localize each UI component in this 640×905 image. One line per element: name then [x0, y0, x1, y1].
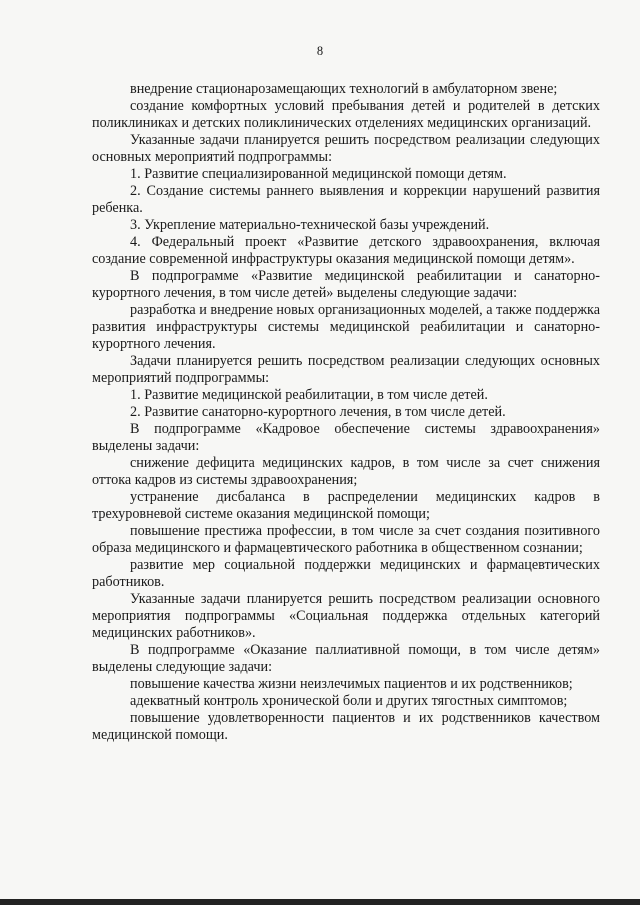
- paragraph: 2. Создание системы раннего выявления и коррекции нарушений развития ребенка.: [92, 183, 600, 216]
- paragraph: снижение дефицита медицинских кадров, в том числе за счет снижения оттока кадров из системы здравоохранения;: [92, 455, 600, 488]
- paragraph: Указанные задачи планируется решить посредством реализации основного мероприятия подпрограммы «Социальная поддержка отдельных категорий медицинских работников».: [92, 591, 600, 641]
- paragraph: 2. Развитие санаторно-курортного лечения, в том числе детей.: [130, 404, 506, 420]
- paragraph: 4. Федеральный проект «Развитие детского здравоохранения, включая создание современной инфраструктуры оказания медицинской помощи детям».: [92, 234, 600, 267]
- paragraph: повышение удовлетворенности пациентов и их родственников качеством медицинской помощи.: [92, 710, 600, 743]
- paragraph: 3. Укрепление материально-технической базы учреждений.: [130, 217, 490, 233]
- paragraph: адекватный контроль хронической боли и других тягостных симптомов;: [130, 693, 568, 709]
- paragraph: В подпрограмме «Оказание паллиативной помощи, в том числе детям» выделены следующие задачи:: [92, 642, 600, 675]
- paragraph: 1. Развитие специализированной медицинской помощи детям.: [130, 166, 507, 182]
- page-number: 8: [316, 44, 324, 58]
- paragraph: развитие мер социальной поддержки медицинских и фармацевтических работников.: [92, 557, 600, 590]
- paragraph: Задачи планируется решить посредством реализации следующих основных мероприятий подпрограммы:: [92, 353, 600, 386]
- paragraph: 1. Развитие медицинской реабилитации, в том числе детей.: [130, 387, 488, 403]
- paragraph: внедрение стационарозамещающих технологий в амбулаторном звене;: [130, 81, 558, 97]
- scan-edge: [0, 899, 640, 905]
- paragraph: разработка и внедрение новых организационных моделей, а также поддержка развития инфраструктуры системы медицинской реабилитации и санаторно-курортного лечения.: [92, 302, 600, 352]
- paragraph: повышение качества жизни неизлечимых пациентов и их родственников;: [130, 676, 573, 692]
- paragraph: В подпрограмме «Кадровое обеспечение системы здравоохранения» выделены задачи:: [92, 421, 600, 454]
- paragraph: Указанные задачи планируется решить посредством реализации следующих основных мероприятий подпрограммы:: [92, 132, 600, 165]
- paragraph: повышение престижа профессии, в том числе за счет создания позитивного образа медицинского и фармацевтического работника в общественном сознании;: [92, 523, 600, 556]
- paragraph: создание комфортных условий пребывания детей и родителей в детских поликлиниках и детских поликлинических отделениях медицинских организаций.: [92, 98, 600, 131]
- paragraph: устранение дисбаланса в распределении медицинских кадров в трехуровневой системе оказания медицинской помощи;: [92, 489, 600, 522]
- paragraph: В подпрограмме «Развитие медицинской реабилитации и санаторно-курортного лечения, в том числе детей» выделены следующие задачи:: [92, 268, 600, 301]
